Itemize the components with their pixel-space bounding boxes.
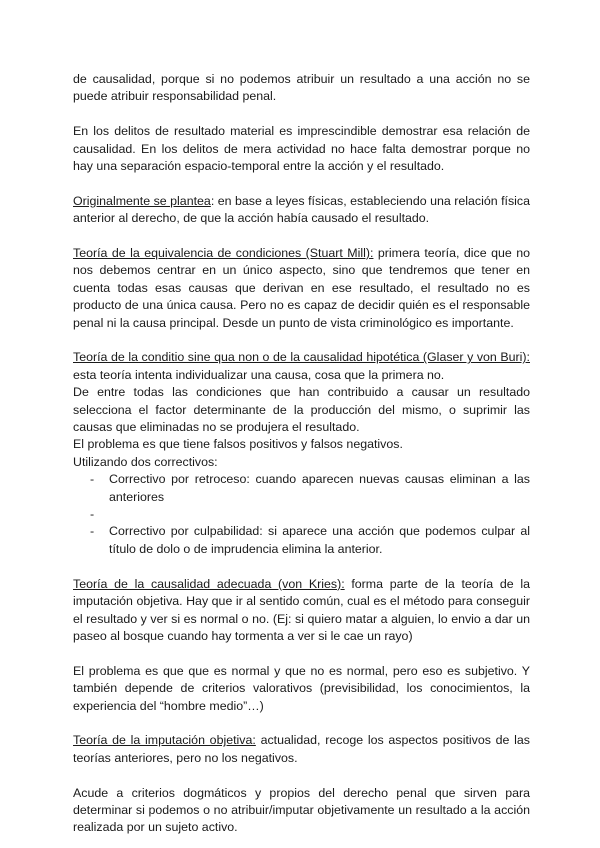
- heading-equivalencia: Teoría de la equivalencia de condiciones (Stuart Mill):: [73, 246, 374, 261]
- paragraph-conditio-detalle: De entre todas las condiciones que han contribuido a causar un resultado selecciona el factor determinante de la producción del mismo, o suprimir las causas que eliminadas no se produjera el resultado.: [73, 385, 530, 435]
- paragraph-imputacion: [73, 732, 530, 767]
- list-item-culpabilidad: - Correctivo por culpabilidad: si aparece una acción que podemos culpar al título de dolo o de imprudencia elimina la anterior.: [73, 523, 530, 558]
- text-equivalencia: primera teoría, dice que no nos debemos centrar en un único aspecto, sino que tendremos que tener en cuenta todas esas causas que derivan en ese resultado, el resultado no es producto de una única causa. Pero no es capaz de decidir quién es el responsable penal ni la causa principal. Desde un punto de vista criminológico es importante.: [73, 246, 530, 330]
- paragraph-adecuada: [73, 576, 530, 646]
- text-adecuada: forma parte de la teoría de la imputación objetiva. Hay que ir al sentido común, cual es el método para conseguir el resultado y ver si es normal o no. (Ej: si quiero matar a alguien, lo envio a dar un paseo al bosque cuando hay tormenta a ver si le cae un rayo): [73, 576, 530, 643]
- list-item-retroceso: - Correctivo por retroceso: cuando aparecen nuevas causas eliminan a las anteriores: [73, 471, 530, 506]
- paragraph-conditio: [73, 349, 530, 384]
- list-spacer: [73, 506, 530, 523]
- correctivos-list: [73, 471, 530, 558]
- heading-imputacion: Teoría de la imputación objetiva:: [73, 733, 256, 748]
- paragraph-conditio-correctivos: Utilizando dos correctivos:: [73, 454, 218, 469]
- heading-conditio: Teoría de la conditio sine qua non o de la causalidad hipotética (Glaser y von Buri):: [73, 350, 530, 365]
- paragraph-problema-normal: El problema es que que es normal y que no es normal, pero eso es subjetivo. Y también depende de criterios valorativos (previsibilidad, los conocimientos, la experiencia del “hombre medio”…): [73, 663, 530, 713]
- text-imputacion: actualidad, recoge los aspectos positivos de las teorías anteriores, pero no los negativos.: [73, 733, 530, 765]
- paragraph-originalmente: [73, 193, 530, 228]
- paragraph-conditio-problema: El problema es que tiene falsos positivos y falsos negativos.: [73, 437, 403, 452]
- text-originalmente: : en base a leyes físicas, estableciendo una relación física anterior al derecho, de que la acción había causado el resultado.: [73, 193, 530, 226]
- paragraph-delitos-resultado: En los delitos de resultado material es imprescindible demostrar esa relación de causalidad. En los delitos de mera actividad no hace falta demostrar porque no hay una separación espacio-temporal entre la acción y el resultado.: [73, 124, 530, 174]
- paragraph-equivalencia: [73, 245, 530, 332]
- heading-originalmente: Originalmente se plantea: [73, 193, 211, 208]
- text-conditio-intro: esta teoría intenta individualizar una causa, cosa que la primera no.: [73, 367, 445, 382]
- paragraph-causalidad: de causalidad, porque si no podemos atribuir un resultado a una acción no se puede atribuir responsabilidad penal.: [73, 72, 530, 104]
- paragraph-acude: Acude a criterios dogmáticos y propios del derecho penal que sirven para determinar si podemos o no atribuir/imputar objetivamente un resultado a la acción realizada por un sujeto activo.: [73, 785, 530, 835]
- heading-adecuada: Teoría de la causalidad adecuada (von Kries):: [73, 576, 345, 591]
